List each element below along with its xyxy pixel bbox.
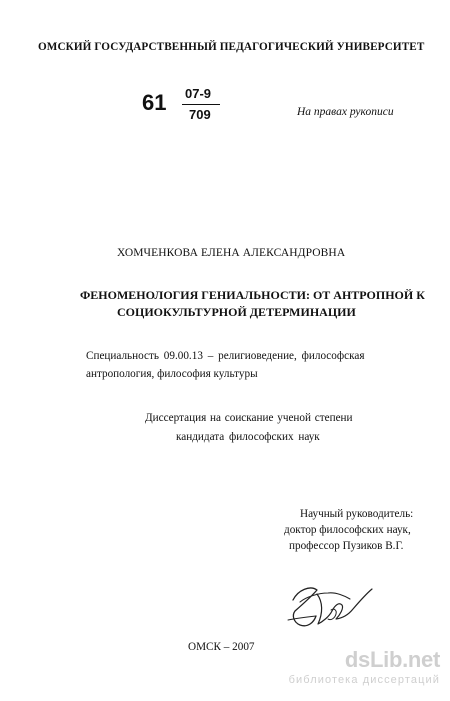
- shelf-mark-main: 61: [142, 90, 167, 115]
- dissertation-title-line-2: СОЦИОКУЛЬТУРНОЙ ДЕТЕРМИНАЦИИ: [117, 305, 356, 319]
- shelf-mark: [142, 84, 232, 130]
- library-watermark: [272, 649, 440, 692]
- dissertation-title-line-1: ФЕНОМЕНОЛОГИЯ ГЕНИАЛЬНОСТИ: ОТ АНТРОПНОЙ К: [80, 288, 425, 302]
- specialty-line-1: Специальность 09.00.13 – религиоведение, философская: [86, 350, 365, 362]
- watermark-caption: библиотека диссертаций: [288, 674, 440, 686]
- watermark-logo-text: dsLib.net: [344, 647, 440, 672]
- city-year: ОМСК – 2007: [188, 641, 255, 653]
- degree-line-2: кандидата философских наук: [176, 431, 320, 443]
- supervisor-name: профессор Пузиков В.Г.: [289, 540, 404, 552]
- supervisor-degree: доктор философских наук,: [284, 524, 411, 536]
- author-name: ХОМЧЕНКОВА ЕЛЕНА АЛЕКСАНДРОВНА: [117, 247, 346, 259]
- specialty-line-2: антропология, философия культуры: [86, 368, 258, 380]
- supervisor-label: Научный руководитель:: [300, 508, 414, 520]
- degree-line-1: Диссертация на соискание ученой степени: [145, 412, 353, 424]
- shelf-mark-top: 07-9: [185, 86, 212, 101]
- manuscript-rights-note: На правах рукописи: [297, 106, 394, 118]
- shelf-mark-divider: [182, 104, 220, 105]
- shelf-mark-bottom: 709: [189, 107, 211, 122]
- university-name: ОМСКИЙ ГОСУДАРСТВЕННЫЙ ПЕДАГОГИЧЕСКИЙ УНИВЕРСИТЕТ: [38, 41, 425, 53]
